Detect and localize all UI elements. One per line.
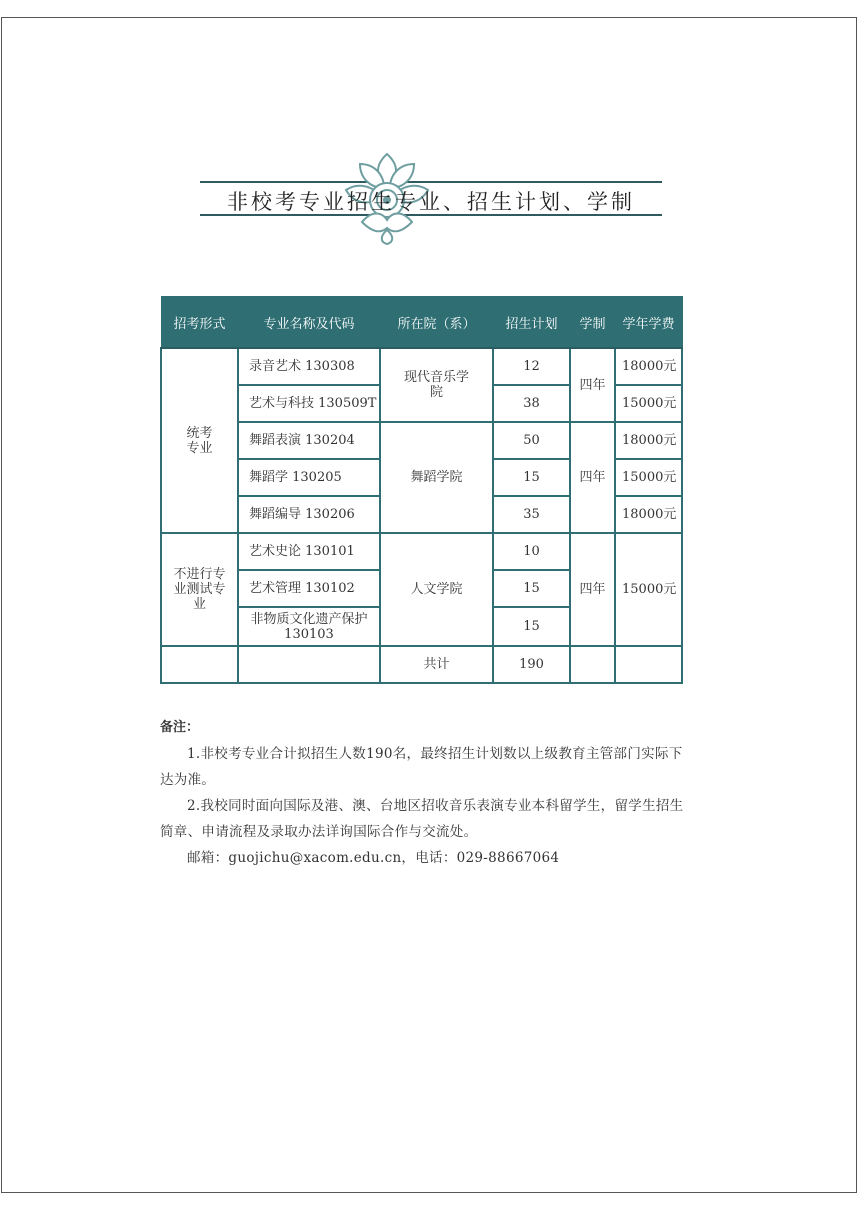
college-cell: 现代音乐学院	[380, 348, 493, 422]
plan-cell: 15	[493, 459, 570, 496]
exam-type-cell: 统考专业	[161, 348, 238, 533]
total-label: 共计	[380, 646, 493, 683]
note-contact: 邮箱：guojichu@xacom.edu.cn，电话：029-88667064	[187, 850, 560, 866]
page-title: 非校考专业招生专业、招生计划、学制	[227, 190, 635, 214]
major-cell: 舞蹈表演 130204	[238, 422, 380, 459]
plan-cell: 15	[493, 570, 570, 607]
duration-cell: 四年	[570, 533, 615, 646]
note-item: 2.我校同时面向国际及港、澳、台地区招收音乐表演专业本科留学生，留学生招生简章、申请流程及录取办法详询国际合作与交流处。	[160, 798, 684, 840]
notes-section	[160, 716, 690, 871]
major-cell: 艺术史论 130101	[238, 533, 380, 570]
empty-cell	[161, 646, 238, 683]
fee-cell: 18000元	[615, 422, 682, 459]
header-duration: 学制	[570, 297, 615, 349]
table-row	[161, 422, 682, 459]
header-college: 所在院（系）	[380, 297, 493, 349]
fee-cell: 18000元	[615, 348, 682, 385]
title-banner	[200, 150, 662, 245]
plan-cell: 35	[493, 496, 570, 533]
note-item: 1.非校考专业合计拟招生人数190名，最终招生计划数以上级教育主管部门实际下达为准。	[160, 746, 683, 788]
table-row	[161, 348, 682, 385]
major-cell: 非物质文化遗产保护 130103	[238, 607, 380, 646]
admissions-table	[160, 296, 683, 684]
major-cell: 录音艺术 130308	[238, 348, 380, 385]
header-exam-type: 招考形式	[161, 297, 238, 349]
table-header-row	[161, 297, 682, 349]
duration-cell: 四年	[570, 422, 615, 533]
header-fee: 学年学费	[615, 297, 682, 349]
total-value: 190	[493, 646, 570, 683]
major-cell: 艺术与科技 130509T	[238, 385, 380, 422]
plan-cell: 38	[493, 385, 570, 422]
plan-cell: 10	[493, 533, 570, 570]
major-cell: 舞蹈学 130205	[238, 459, 380, 496]
plan-cell: 15	[493, 607, 570, 646]
empty-cell	[615, 646, 682, 683]
table-total-row	[161, 646, 682, 683]
major-cell: 艺术管理 130102	[238, 570, 380, 607]
empty-cell	[570, 646, 615, 683]
fee-cell: 15000元	[615, 385, 682, 422]
fee-cell: 15000元	[615, 459, 682, 496]
header-major: 专业名称及代码	[238, 297, 380, 349]
duration-cell: 四年	[570, 348, 615, 422]
exam-type-cell: 不进行专业测试专业	[161, 533, 238, 646]
notes-heading: 备注：	[160, 720, 200, 735]
empty-cell	[238, 646, 380, 683]
college-cell: 人文学院	[380, 533, 493, 646]
plan-cell: 50	[493, 422, 570, 459]
plan-cell: 12	[493, 348, 570, 385]
header-plan: 招生计划	[493, 297, 570, 349]
fee-cell: 15000元	[615, 533, 682, 646]
table-row	[161, 533, 682, 570]
college-cell: 舞蹈学院	[380, 422, 493, 533]
major-cell: 舞蹈编导 130206	[238, 496, 380, 533]
fee-cell: 18000元	[615, 496, 682, 533]
